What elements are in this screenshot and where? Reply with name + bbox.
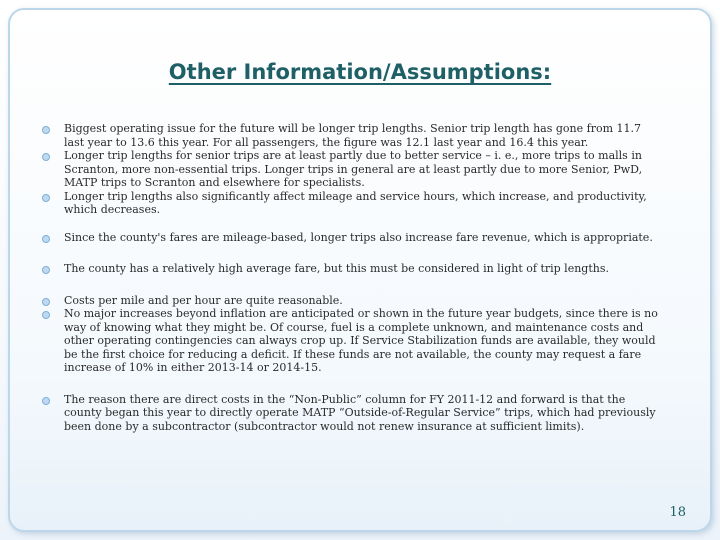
bullet-text: Since the county's fares are mileage-based, longer trips also increase fare revenue, which is appropriate. [64, 230, 653, 244]
bullet-item [42, 262, 662, 276]
bullet-item [42, 149, 662, 190]
slide-title: Other Information/Assumptions: [168, 60, 552, 84]
bullet-icon [42, 397, 50, 405]
bullet-text: Costs per mile and per hour are quite reasonable. [64, 293, 343, 307]
bullet-icon [42, 126, 50, 134]
bullet-text: The reason there are direct costs in the “Non-Public” column for FY 2011-12 and forward is that the county began this year to directly operate MATP “Outside-of-Regular Service” trips, which had previously been done by a subcontractor (subcontractor would not renew insurance at sufficient limits). [64, 392, 656, 433]
bullet-text: The county has a relatively high average fare, but this must be considered in light of trip lengths. [64, 262, 609, 275]
bullet-item [42, 307, 662, 375]
bullet-item [42, 122, 662, 149]
bullet-icon [42, 235, 50, 243]
bullet-icon [42, 153, 50, 161]
bullet-text: Longer trip lengths for senior trips are at least partly due to better service – i. e., more trips to malls in Scranton, more non-essential trips. Longer trips in general are at least partly due to more Senior, PwD, MATP trips to Scranton and elsewhere for specialists. [64, 149, 643, 189]
bullet-icon [42, 298, 50, 306]
bullet-text: Longer trip lengths also significantly affect mileage and service hours, which increase, and productivity, which decreases. [64, 189, 647, 216]
bullet-item [42, 393, 662, 434]
bullet-item [42, 294, 662, 308]
bullet-icon [42, 311, 50, 319]
bullet-list [42, 122, 662, 433]
bullet-item [42, 231, 662, 245]
bullet-text: Biggest operating issue for the future will be longer trip lengths. Senior trip length has gone from 11.7 last year to 13.6 this year. For all passengers, the figure was 12.1 last year and 16.4 this year. [64, 122, 641, 149]
bullet-item [42, 190, 662, 217]
bullet-icon [42, 194, 50, 202]
bullet-icon [42, 266, 50, 274]
bullet-text: No major increases beyond inflation are anticipated or shown in the future year budgets, since there is no way of knowing what they might be. Of course, fuel is a complete unknown, and maintenance costs and other operating contingencies can always crop up. If Service Stabilization funds are available, they would be the first choice for reducing a deficit. If these funds are not available, the county may request a fare increase of 10% in either 2013-14 or 2014-15. [64, 307, 658, 374]
page-number: 18 [669, 505, 686, 520]
